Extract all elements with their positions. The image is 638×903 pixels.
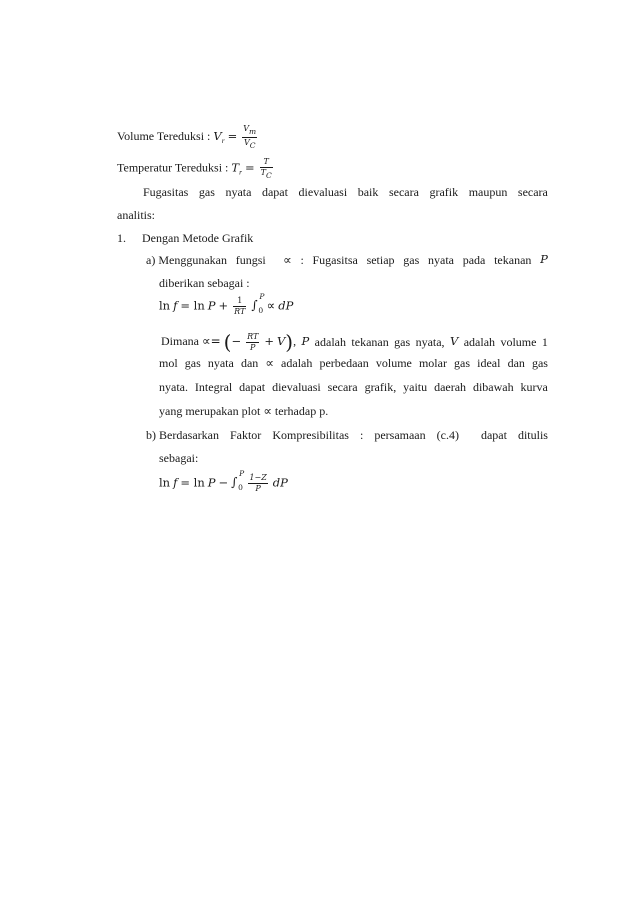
word: P bbox=[301, 334, 310, 349]
equation-ln-f-compressibility bbox=[159, 469, 288, 493]
word: b) Berdasarkan bbox=[146, 428, 219, 442]
word: : bbox=[359, 428, 364, 442]
word: secara bbox=[327, 380, 358, 394]
proportional-symbol: ∝ bbox=[265, 356, 274, 370]
word: mol bbox=[159, 356, 178, 370]
volume-num: V bbox=[243, 124, 250, 133]
frac-den: RT bbox=[234, 307, 246, 316]
word: molar bbox=[418, 356, 447, 370]
temp-label: Temperatur Tereduksi : bbox=[117, 160, 229, 175]
word: dievaluasi bbox=[298, 185, 348, 199]
right-paren: ) bbox=[285, 330, 294, 354]
word: dan bbox=[240, 356, 259, 370]
word: volume bbox=[375, 356, 412, 370]
eq-minus: − bbox=[218, 475, 229, 490]
volume-den: V bbox=[243, 137, 250, 147]
word: : bbox=[300, 253, 304, 267]
word: dibawah bbox=[472, 380, 514, 394]
word: fungsi bbox=[235, 253, 266, 267]
frac-num: 1 bbox=[233, 297, 246, 307]
sub-item-a-line2: diberikan sebagai : bbox=[159, 276, 250, 290]
paragraph-fugasitas-line2: analitis: bbox=[117, 208, 155, 222]
volume-num-sub: m bbox=[249, 127, 257, 136]
left-paren: ( bbox=[223, 330, 232, 354]
word: daerah bbox=[434, 380, 467, 394]
volume-lhs-sub: r bbox=[221, 135, 225, 145]
word: ideal bbox=[477, 356, 501, 370]
word: adalah bbox=[463, 335, 496, 349]
volume-tereduksi-line bbox=[117, 125, 259, 149]
minus: − bbox=[231, 333, 242, 348]
word: P bbox=[540, 252, 548, 266]
word: adalah bbox=[314, 335, 346, 349]
var-V: V bbox=[276, 333, 286, 348]
eq-plus: + bbox=[218, 298, 229, 313]
temp-lhs-sub: r bbox=[239, 167, 242, 177]
word: dapat bbox=[239, 380, 266, 394]
int-lower: 0 bbox=[238, 483, 243, 493]
proportional-symbol: ∝ bbox=[263, 404, 272, 418]
frac-den: P bbox=[250, 342, 256, 352]
word: pada bbox=[462, 253, 486, 267]
word: dan bbox=[507, 356, 525, 370]
eq-f: f bbox=[173, 475, 178, 490]
sub-item-a-line5 bbox=[159, 381, 548, 393]
sub-item-a-line6 bbox=[159, 405, 328, 417]
proportional-symbol: ∝= bbox=[202, 333, 221, 348]
word: Fugasitas bbox=[143, 185, 189, 199]
word: baik bbox=[357, 185, 379, 199]
word: gas bbox=[403, 253, 420, 267]
temp-lhs: T bbox=[231, 160, 240, 175]
eq-ln: ln bbox=[159, 475, 171, 490]
dimana-fraction bbox=[246, 333, 259, 352]
word: Dimana bbox=[161, 333, 199, 348]
eq-f: f bbox=[173, 298, 178, 313]
word: nyata, bbox=[415, 335, 445, 349]
paragraph-fugasitas-line1 bbox=[143, 186, 548, 198]
text: yang merupakan plot bbox=[159, 404, 261, 418]
word: a) Menggunakan bbox=[146, 253, 227, 267]
volume-label: Volume Tereduksi : bbox=[117, 128, 211, 143]
eq-fraction bbox=[248, 474, 267, 493]
word: secara bbox=[517, 185, 548, 199]
sub-item-a-line1 bbox=[146, 254, 548, 266]
eq-ln: ln bbox=[159, 298, 171, 313]
word: nyata. bbox=[159, 380, 188, 394]
sub-item-a-line4 bbox=[159, 357, 548, 369]
comma: , bbox=[293, 333, 297, 348]
temp-num: T bbox=[260, 158, 273, 168]
word: secara bbox=[388, 185, 419, 199]
int-symbol: ∫ bbox=[251, 298, 258, 313]
word: grafik, bbox=[364, 380, 397, 394]
equation-ln-f-integral bbox=[159, 292, 294, 316]
word: gas bbox=[184, 356, 201, 370]
word: V bbox=[449, 334, 459, 349]
int-symbol: ∫ bbox=[231, 475, 238, 490]
volume-lhs: V bbox=[213, 128, 222, 143]
temp-den: T bbox=[260, 168, 266, 177]
word: Integral bbox=[194, 380, 233, 394]
word: tekanan bbox=[351, 335, 389, 349]
word: 1 bbox=[541, 335, 548, 349]
equals-sign: = bbox=[227, 128, 238, 143]
frac-num: 1−Z bbox=[249, 473, 267, 482]
word: nyata bbox=[207, 356, 234, 370]
proportional-symbol: ∝ bbox=[266, 298, 276, 313]
integral-sign bbox=[231, 469, 245, 493]
sub-item-b-line1 bbox=[146, 429, 548, 441]
word: nyata bbox=[428, 253, 454, 267]
word: adalah bbox=[281, 356, 313, 370]
word: gas bbox=[454, 356, 471, 370]
frac-num: RT bbox=[247, 331, 259, 341]
word: gas bbox=[394, 335, 411, 349]
word: volume bbox=[500, 335, 537, 349]
word: Kompresibilitas bbox=[272, 428, 349, 442]
word: Fugasitsa bbox=[312, 253, 358, 267]
word: dapat bbox=[261, 185, 288, 199]
word: dapat bbox=[480, 428, 507, 442]
eq-eq-ln: = ln bbox=[180, 298, 205, 313]
temp-fraction bbox=[260, 158, 273, 180]
word: maupun bbox=[468, 185, 508, 199]
list-item-1 bbox=[117, 232, 253, 244]
word: ditulis bbox=[517, 428, 548, 442]
int-lower: 0 bbox=[258, 306, 264, 316]
equals-sign: = bbox=[245, 160, 255, 175]
word: kurva bbox=[520, 380, 548, 394]
frac-den: P bbox=[255, 484, 261, 493]
eq-dP: dP bbox=[278, 298, 294, 313]
word: dievaluasi bbox=[272, 380, 321, 394]
word: Faktor bbox=[229, 428, 262, 442]
item-title: Dengan Metode Grafik bbox=[142, 231, 254, 245]
temp-den-sub: C bbox=[265, 171, 272, 180]
item-number: 1. bbox=[117, 231, 126, 245]
volume-fraction bbox=[242, 125, 257, 149]
word: yaitu bbox=[403, 380, 428, 394]
dimana-definition bbox=[161, 332, 296, 352]
eq-P: P bbox=[207, 298, 216, 313]
int-upper: P bbox=[239, 469, 245, 479]
eq-fraction bbox=[233, 297, 246, 316]
proportional-symbol: ∝ bbox=[283, 253, 292, 267]
eq-P: P bbox=[207, 475, 216, 490]
word: grafik bbox=[429, 185, 459, 199]
eq-dP: dP bbox=[272, 475, 288, 490]
int-upper: P bbox=[259, 292, 265, 302]
temperatur-tereduksi-line bbox=[117, 158, 275, 180]
volume-den-sub: C bbox=[249, 140, 256, 150]
word: persamaan bbox=[374, 428, 426, 442]
text: terhadap p. bbox=[271, 404, 329, 418]
word: gas bbox=[531, 356, 548, 370]
word: (c.4) bbox=[436, 428, 459, 442]
eq-eq-ln: = ln bbox=[180, 475, 205, 490]
word: perbedaan bbox=[319, 356, 369, 370]
word: nyata bbox=[225, 185, 252, 199]
word: gas bbox=[198, 185, 215, 199]
sub-item-b-line2: sebagai: bbox=[159, 451, 199, 465]
word: setiap bbox=[366, 253, 395, 267]
plus: + bbox=[264, 333, 274, 348]
word: tekanan bbox=[494, 253, 532, 267]
integral-sign bbox=[251, 292, 265, 316]
dimana-line bbox=[161, 332, 548, 352]
